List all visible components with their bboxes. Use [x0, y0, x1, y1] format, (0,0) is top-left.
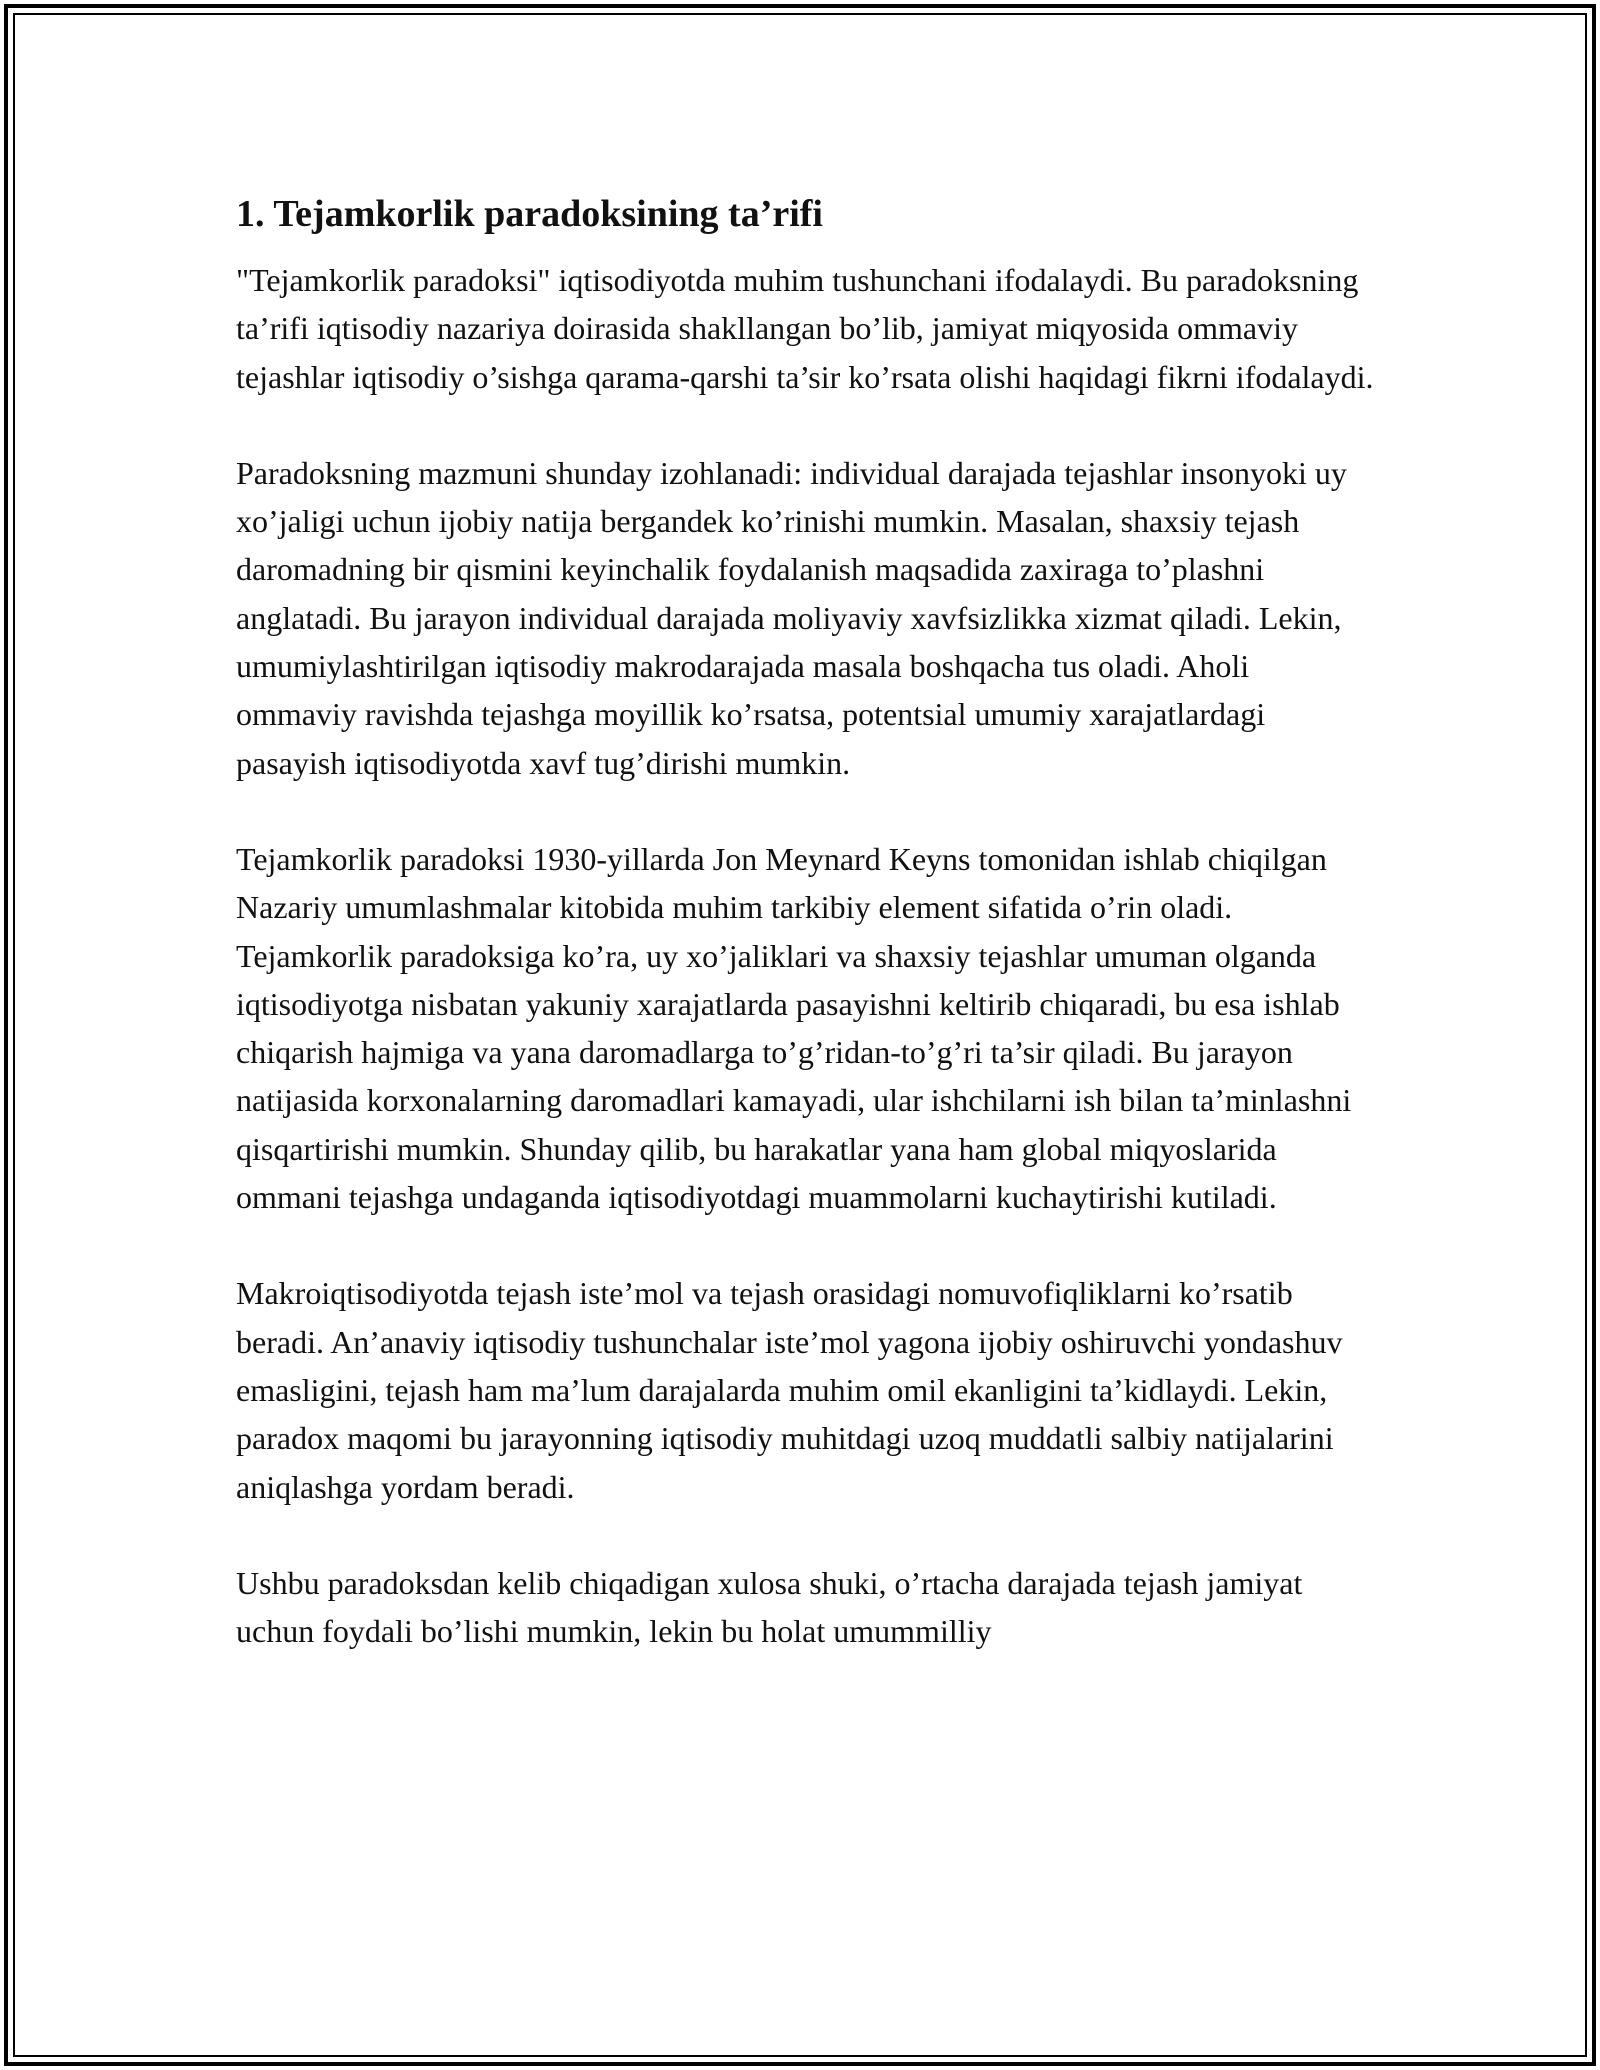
section-heading: 1. Tejamkorlik paradoksining ta’rifi — [236, 193, 823, 235]
paragraph-definition: "Tejamkorlik paradoksi" iqtisodiyotda muhim tushunchani ifodalaydi. Bu paradoksning ta’rifi iqtisodiy nazariya doirasida shakllangan bo’lib, jamiyat miqyosida ommaviy tejashlar iqtisodiy o’sishga qarama-qarshi ta’sir ko’rsata olishi haqidagi fikrni ifodalaydi. — [236, 262, 1374, 395]
paragraph-keynes-history: Tejamkorlik paradoksi 1930-yillarda Jon Meynard Keyns tomonidan ishlab chiqilgan Nazariy umumlashmalar kitobida muhim tarkibiy element sifatida o’rin oladi. Tejamkorlik paradoksiga ko’ra, uy xo’jaliklari va shaxsiy tejashlar umuman olganda iqtisodiyotga nisbatan yakuniy xarajatlarda pasayishni keltirib chiqaradi, bu esa ishlab chiqarish hajmiga va yana daromadlarga to’g’ridan-to’g’ri ta’sir qiladi. Bu jarayon natijasida korxonalarning daromadlari kamayadi, ular ishchilarni ish bilan ta’minlashni qisqartirishi mumkin. Shunday qilib, bu harakatlar yana ham global miqyoslarida ommani tejashga undaganda iqtisodiyotdagi muammolarni kuchaytirishi kutiladi. — [236, 840, 1352, 1216]
document-body — [236, 188, 1376, 1655]
paragraph-conclusion: Ushbu paradoksdan kelib chiqadigan xulosa shuki, o’rtacha darajada tejash jamiyat uchun foydali bo’lishi mumkin, lekin bu holat umummilliy — [236, 1564, 1303, 1650]
paragraph-meaning: Paradoksning mazmuni shunday izohlanadi: individual darajada tejashlar insonyoki uy xo’jaligi uchun ijobiy natija bergandek ko’rinishi mumkin. Masalan, shaxsiy tejash daromadning bir qismini keyinchalik foydalanish maqsadida zaxiraga to’plashni anglatadi. Bu jarayon individual darajada moliyaviy xavfsizlikka xizmat qiladi. Lekin, umumiylashtirilgan iqtisodiy makrodarajada masala boshqacha tus oladi. Aholi ommaviy ravishda tejashga moyillik ko’rsatsa, potentsial umumiy xarajatlardagi pasayish iqtisodiyotda xavf tug’dirishi mumkin. — [236, 454, 1347, 781]
paragraph-macroeconomics: Makroiqtisodiyotda tejash iste’mol va tejash orasidagi nomuvofiqliklarni ko’rsatib beradi. An’anaviy iqtisodiy tushunchalar iste’mol yagona ijobiy oshiruvchi yondashuv emasligini, tejash ham ma’lum darajalarda muhim omil ekanligini ta’kidlaydi. Lekin, paradox maqomi bu jarayonning iqtisodiy muhitdagi uzoq muddatli salbiy natijalarini aniqlashga yordam beradi. — [236, 1275, 1343, 1505]
